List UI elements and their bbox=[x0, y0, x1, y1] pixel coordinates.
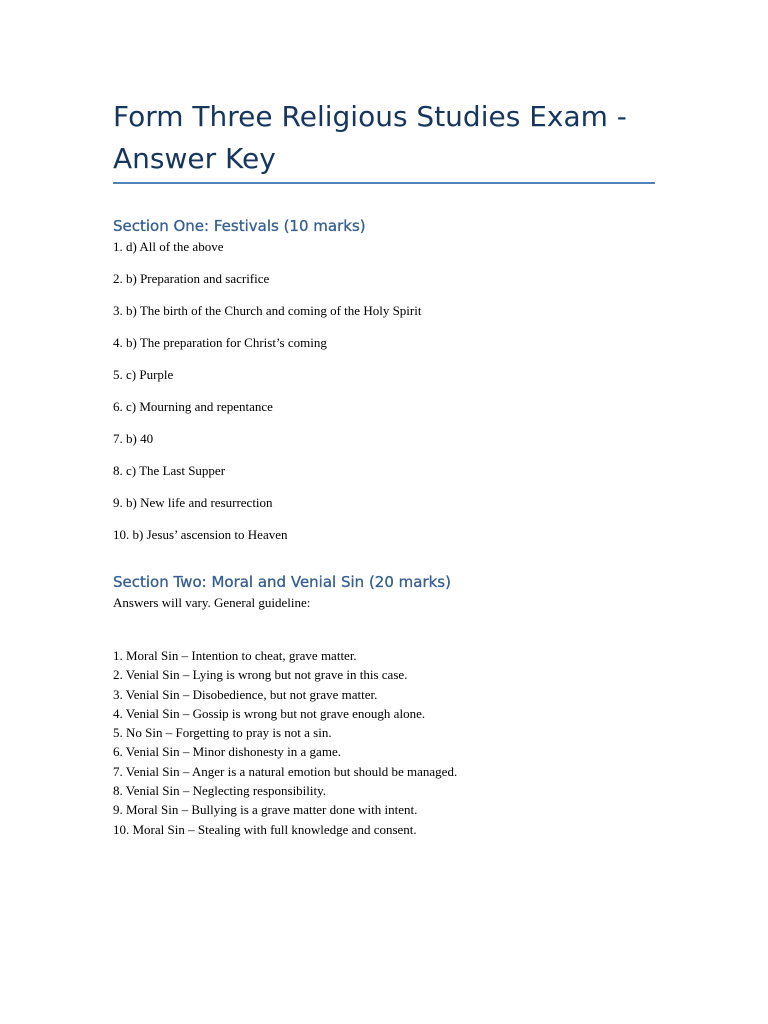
section-two-answer: 4. Venial Sin – Gossip is wrong but not grave enough alone. bbox=[113, 705, 426, 721]
section-one-heading: Section One: Festivals (10 marks) bbox=[113, 217, 366, 235]
section-one-answer: 7. b) 40 bbox=[113, 431, 154, 446]
section-one-answer: 4. b) The preparation for Christ’s coming bbox=[113, 335, 327, 350]
section-two-answer: 1. Moral Sin – Intention to cheat, grave matter. bbox=[113, 648, 357, 663]
section-two-heading: Section Two: Moral and Venial Sin (20 marks) bbox=[113, 573, 451, 591]
section-two-answer: 5. No Sin – Forgetting to pray is not a sin. bbox=[113, 725, 332, 741]
section-one-answer: 1. d) All of the above bbox=[113, 239, 224, 254]
section-two-intro: Answers will vary. General guideline: bbox=[113, 595, 311, 610]
section-one-answer: 6. c) Mourning and repentance bbox=[113, 399, 273, 414]
section-one-answer: 5. c) Purple bbox=[113, 367, 174, 382]
section-two-answer: 6. Venial Sin – Minor dishonesty in a game. bbox=[113, 744, 341, 760]
section-two-answer: 9. Moral Sin – Bullying is a grave matter done with intent. bbox=[113, 802, 418, 818]
section-two-answer: 7. Venial Sin – Anger is a natural emotion but should be managed. bbox=[113, 763, 458, 779]
section-one-answer: 3. b) The birth of the Church and coming of the Holy Spirit bbox=[113, 303, 422, 318]
title-underline bbox=[113, 182, 655, 184]
section-two-answer: 10. Moral Sin – Stealing with full knowledge and consent. bbox=[113, 821, 417, 837]
section-one-answer: 10. b) Jesus’ ascension to Heaven bbox=[113, 527, 288, 542]
section-one-answer: 2. b) Preparation and sacrifice bbox=[113, 271, 270, 286]
section-one-answer-list bbox=[113, 239, 655, 542]
section-two-answer: 3. Venial Sin – Disobedience, but not grave matter. bbox=[113, 686, 378, 702]
section-two-answer: 2. Venial Sin – Lying is wrong but not grave in this case. bbox=[113, 667, 408, 683]
section-two-answer-list bbox=[113, 646, 655, 839]
section-one-answer: 9. b) New life and resurrection bbox=[113, 495, 273, 510]
document-page bbox=[113, 96, 655, 839]
page-title: Form Three Religious Studies Exam - Answer Key bbox=[113, 100, 627, 175]
section-two-answer: 8. Venial Sin – Neglecting responsibility. bbox=[113, 783, 327, 799]
section-one-answer: 8. c) The Last Supper bbox=[113, 463, 226, 478]
